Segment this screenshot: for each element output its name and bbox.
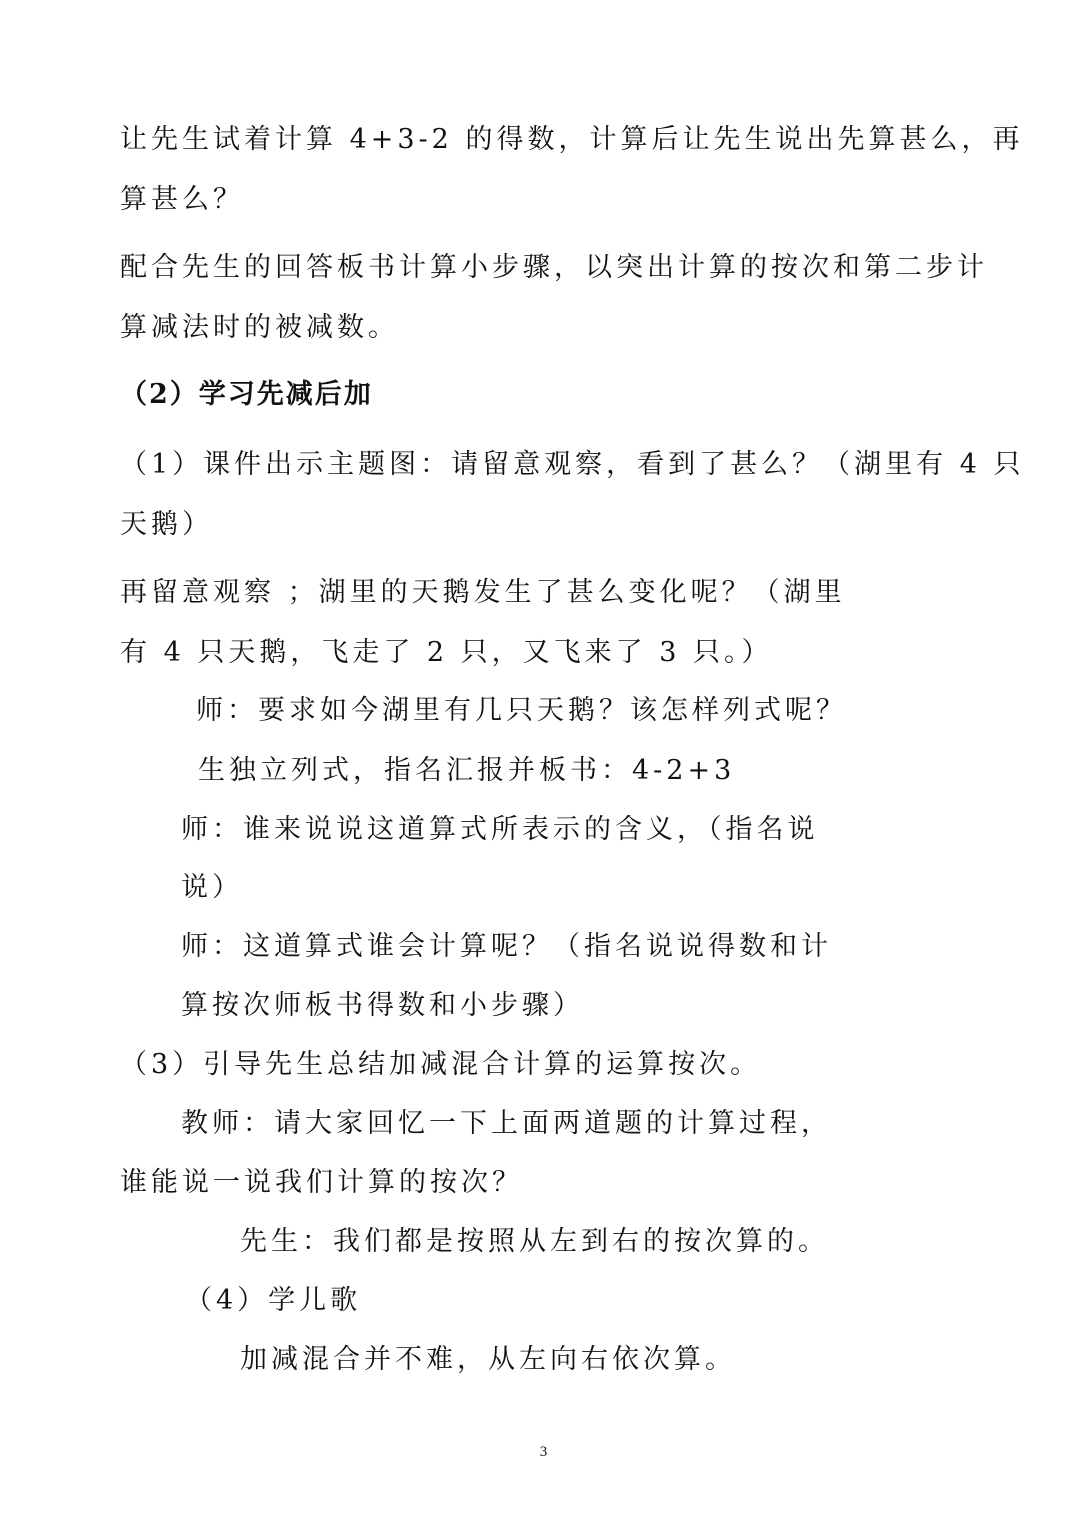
section-heading: （2）学习先减后加: [120, 379, 373, 410]
paragraph-line: 师：谁来说说这道算式所表示的含义，（指名说: [181, 814, 819, 845]
paragraph-line: 算甚么？: [120, 184, 244, 215]
paragraph-line: 教师：请大家回忆一下上面两道题的计算过程，: [181, 1108, 832, 1139]
paragraph-line: （3）引导先生总结加减混合计算的运算按次。: [120, 1049, 762, 1080]
paragraph-line: （1）课件出示主题图：请留意观察，看到了甚么？（湖里有 4 只: [120, 449, 1025, 480]
paragraph-line: 让先生试着计算 4+3-2 的得数，计算后让先生说出先算甚么，再: [120, 124, 1024, 155]
paragraph-line: 有 4 只天鹅，飞走了 2 只，又飞来了 3 只。）: [120, 637, 773, 668]
paragraph-line: （4）学儿歌: [185, 1285, 362, 1316]
page-number: 3: [539, 1444, 548, 1460]
paragraph-line: 算减法时的被减数。: [120, 312, 399, 343]
paragraph-line: 算按次师板书得数和小步骤）: [181, 990, 584, 1021]
paragraph-line: 配合先生的回答板书计算小步骤，以突出计算的按次和第二步计: [120, 252, 988, 283]
paragraph-line: 师：要求如今湖里有几只天鹅？该怎样列式呢？: [196, 695, 847, 726]
paragraph-line: 再留意观察 ；湖里的天鹅发生了甚么变化呢？（湖里: [120, 577, 846, 608]
paragraph-line: 加减混合并不难，从左向右依次算。: [240, 1344, 736, 1375]
paragraph-line: 天鹅）: [120, 509, 213, 540]
paragraph-line: 师：这道算式谁会计算呢？（指名说说得数和计: [181, 931, 832, 962]
paragraph-line: 谁能说一说我们计算的按次？: [120, 1167, 523, 1198]
paragraph-line: 说）: [181, 872, 243, 903]
paragraph-line: 生独立列式，指名汇报并板书：4-2+3: [198, 755, 736, 786]
paragraph-line: 先生：我们都是按照从左到右的按次算的。: [240, 1226, 829, 1257]
